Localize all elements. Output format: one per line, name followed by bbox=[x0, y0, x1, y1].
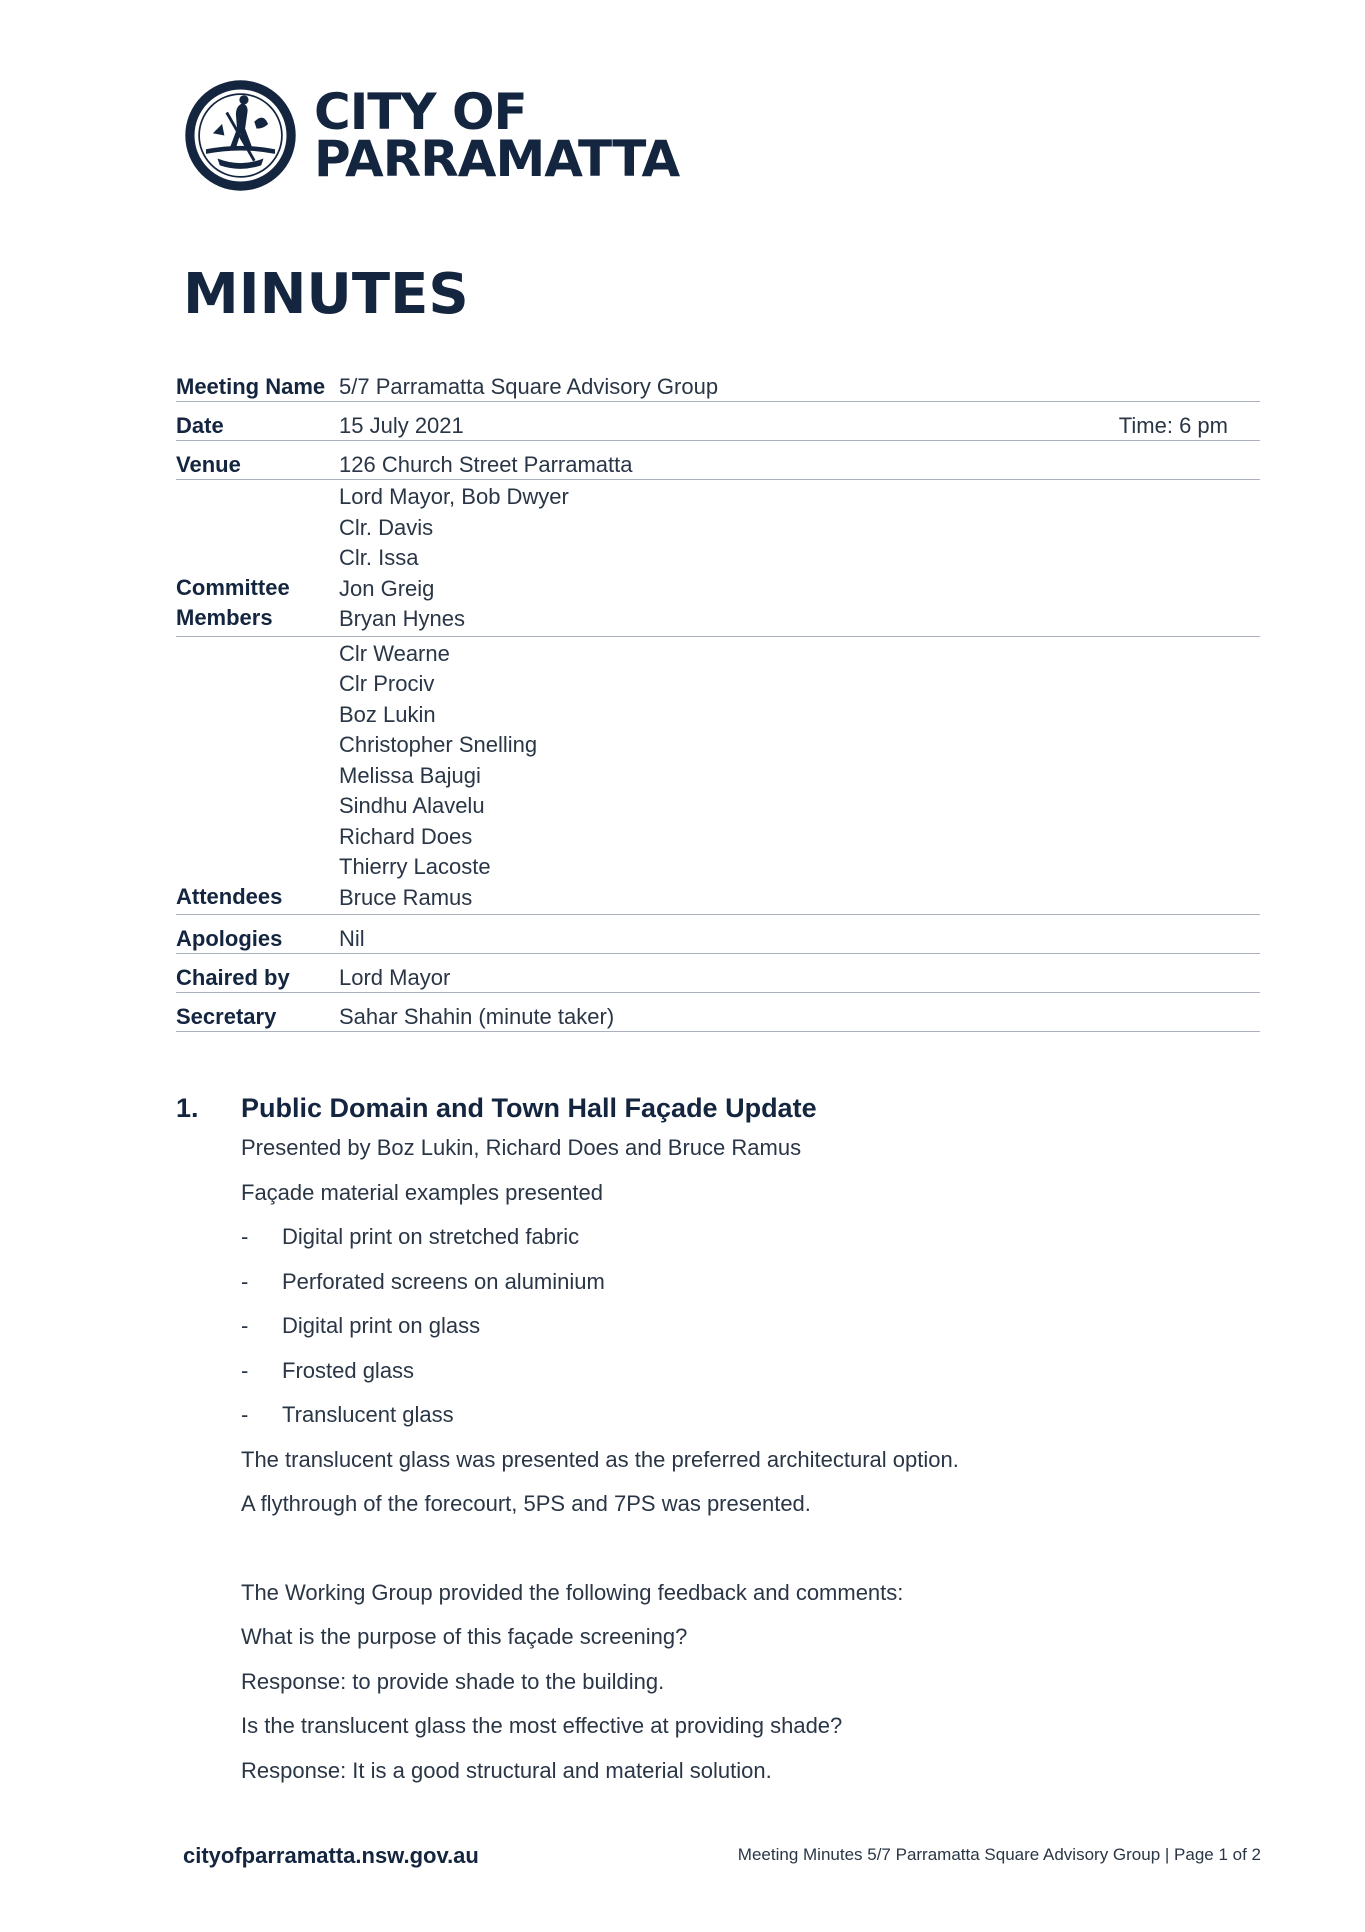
list-item: Bryan Hynes bbox=[339, 606, 465, 631]
list-item: Christopher Snelling bbox=[339, 732, 538, 757]
logo-line-1: CITY OF bbox=[314, 82, 527, 141]
meeting-name-row bbox=[176, 363, 1260, 402]
apologies-label: Apologies bbox=[176, 926, 283, 951]
committee-list bbox=[339, 482, 1228, 635]
venue-value: 126 Church Street Parramatta bbox=[339, 452, 633, 477]
bullet-dash: - bbox=[241, 1402, 249, 1427]
list-item: Clr Wearne bbox=[339, 640, 450, 666]
agenda-item-1 bbox=[176, 1093, 1276, 1793]
list-item: - Digital print on glass bbox=[241, 1304, 1276, 1349]
question-2: Is the translucent glass the most effective at providing shade? bbox=[241, 1713, 843, 1738]
question-1: What is the purpose of this façade screening? bbox=[241, 1624, 688, 1649]
list-item: - Digital print on stretched fabric bbox=[241, 1215, 1276, 1260]
list-item: Clr Prociv bbox=[339, 671, 435, 696]
secretary-value: Sahar Shahin (minute taker) bbox=[339, 1004, 615, 1029]
logo-line-2: PARRAMATTA bbox=[314, 129, 680, 188]
agenda-item-heading bbox=[176, 1093, 1276, 1124]
agenda-item-number: 1. bbox=[176, 1093, 199, 1123]
list-item: - Translucent glass bbox=[241, 1393, 1276, 1438]
attendees-label: Attendees bbox=[176, 883, 283, 909]
list-item: - Perforated screens on aluminium bbox=[241, 1260, 1276, 1305]
list-item: Sindhu Alavelu bbox=[339, 793, 485, 818]
city-seal-icon bbox=[183, 78, 298, 193]
venue-row bbox=[176, 441, 1260, 480]
apologies-value: Nil bbox=[339, 926, 365, 951]
attendees-row bbox=[176, 637, 1260, 916]
attendees-list bbox=[339, 639, 1228, 914]
venue-label: Venue bbox=[176, 452, 241, 477]
flythrough-note: A flythrough of the forecourt, 5PS and 7PS was presented. bbox=[241, 1491, 811, 1516]
secretary-row bbox=[176, 993, 1260, 1032]
feedback-intro: The Working Group provided the following feedback and comments: bbox=[241, 1579, 904, 1605]
list-item: Lord Mayor, Bob Dwyer bbox=[339, 484, 569, 509]
list-item: Boz Lukin bbox=[339, 701, 436, 727]
page-title: MINUTES bbox=[183, 262, 469, 327]
list-item: Jon Greig bbox=[339, 575, 435, 601]
committee-row bbox=[176, 480, 1260, 637]
bullet-dash: - bbox=[241, 1268, 249, 1294]
response-1: Response: to provide shade to the building. bbox=[241, 1668, 665, 1694]
footer-website-link[interactable]: cityofparramatta.nsw.gov.au bbox=[183, 1843, 479, 1868]
list-item: - Frosted glass bbox=[241, 1349, 1276, 1394]
presented-by: Presented by Boz Lukin, Richard Does and Bruce Ramus bbox=[241, 1135, 802, 1160]
list-item: Bruce Ramus bbox=[339, 884, 473, 910]
committee-label: Committee Members bbox=[176, 574, 290, 630]
list-item: Melissa Bajugi bbox=[339, 762, 481, 788]
date-label: Date bbox=[176, 413, 224, 438]
meeting-name-value: 5/7 Parramatta Square Advisory Group bbox=[339, 374, 719, 399]
footer-page-info: Meeting Minutes 5/7 Parramatta Square Advisory Group | Page 1 of 2 bbox=[737, 1845, 1261, 1864]
agenda-item-title: Public Domain and Town Hall Façade Update bbox=[241, 1093, 817, 1123]
list-item: Clr. Davis bbox=[339, 514, 434, 540]
list-item: Richard Does bbox=[339, 823, 473, 849]
apologies-row bbox=[176, 915, 1260, 954]
meeting-details-table bbox=[176, 363, 1260, 1032]
chaired-value: Lord Mayor bbox=[339, 965, 451, 990]
agenda-item-body bbox=[241, 1126, 1276, 1793]
chaired-row bbox=[176, 954, 1260, 993]
time-value: Time: 6 pm bbox=[1118, 413, 1228, 438]
list-item: Thierry Lacoste bbox=[339, 854, 491, 879]
bullet-dash: - bbox=[241, 1313, 249, 1338]
meeting-name-label: Meeting Name bbox=[176, 374, 326, 399]
bullet-dash: - bbox=[241, 1357, 249, 1383]
materials-intro: Façade material examples presented bbox=[241, 1179, 603, 1205]
chaired-label: Chaired by bbox=[176, 965, 290, 990]
preferred-option: The translucent glass was presented as the preferred architectural option. bbox=[241, 1446, 959, 1472]
date-row bbox=[176, 402, 1260, 441]
list-item: Clr. Issa bbox=[339, 545, 419, 570]
city-logo bbox=[183, 78, 679, 193]
secretary-label: Secretary bbox=[176, 1004, 277, 1029]
response-2: Response: It is a good structural and material solution. bbox=[241, 1757, 772, 1783]
materials-list bbox=[241, 1215, 1276, 1438]
date-value: 15 July 2021 bbox=[339, 413, 464, 438]
city-logo-text bbox=[314, 82, 680, 188]
bullet-dash: - bbox=[241, 1224, 249, 1249]
